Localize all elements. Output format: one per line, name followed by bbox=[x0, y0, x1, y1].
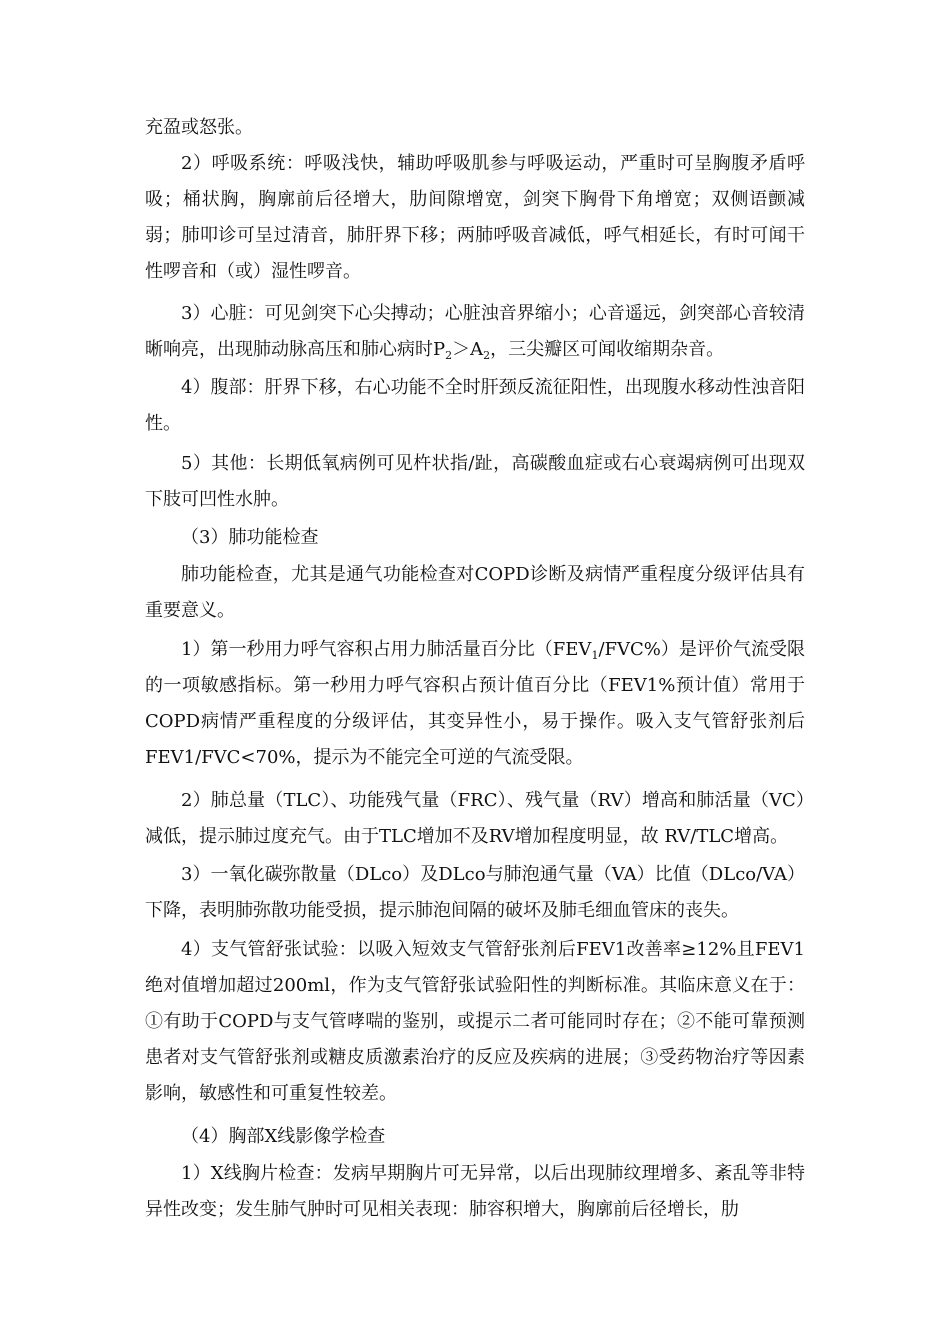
fev-subscript: 1 bbox=[591, 649, 599, 662]
paragraph-heart bbox=[145, 296, 805, 368]
paragraph-lung-volumes: 2）肺总量（TLC）、功能残气量（FRC）、残气量（RV）增高和肺活量（VC）减低，提示肺过度充气。由于TLC增加不及RV增加程度明显，故 RV/TLC增高。 bbox=[145, 790, 805, 847]
fev-text-b: /FVC%）是评价气流受限的一项敏感指标。第一秒用力呼气容积占预计值百分比（FEV1%预计值）常用于COPD病情严重程度的分级评估，其变异性小，易于操作。吸入支气管舒张剂后FEV1/FVC<70%，提示为不能完全可逆的气流受限。 bbox=[145, 639, 805, 768]
paragraph-abdomen: 4）腹部：肝界下移，右心功能不全时肝颈反流征阳性，出现腹水移动性浊音阳性。 bbox=[145, 377, 805, 434]
fev-text-a: 1）第一秒用力呼气容积占用力肺活量百分比（FEV bbox=[181, 639, 592, 660]
section-heading-chest-xray: （4）胸部X线影像学检查 bbox=[181, 1126, 386, 1147]
paragraph-lung-function-intro: 肺功能检查，尤其是通气功能检查对COPD诊断及病情严重程度分级评估具有重要意义。 bbox=[145, 564, 805, 621]
paragraph-dlco: 3）一氧化碳弥散量（DLco）及DLco与肺泡通气量（VA）比值（DLco/VA）下降，表明肺弥散功能受损，提示肺泡间隔的破坏及肺毛细血管床的丧失。 bbox=[145, 864, 805, 921]
paragraph-bronchodilator-test: 4）支气管舒张试验：以吸入短效支气管舒张剂后FEV1改善率≥12%且FEV1绝对值增加超过200ml，作为支气管舒张试验阳性的判断标准。其临床意义在于：①有助于COPD与支气管哮喘的鉴别，或提示二者可能同时存在；②不能可靠预测患者对支气管舒张剂或糖皮质激素治疗的反应及疾病的进展；③受药物治疗等因素影响，敏感性和可重复性较差。 bbox=[145, 939, 805, 1104]
heart-text-a: 3）心脏：可见剑突下心尖搏动；心脏浊音界缩小；心音遥远，剑突部心音较清晰响亮，出现肺动脉高压和肺心病时P bbox=[145, 303, 805, 360]
heart-text-c: ，三尖瓣区可闻收缩期杂音。 bbox=[490, 339, 725, 360]
heart-subscript-a: 2 bbox=[483, 349, 491, 362]
paragraph-other: 5）其他：长期低氧病例可见杵状指/趾，高碳酸血症或右心衰竭病例可出现双下肢可凹性水肿。 bbox=[145, 453, 805, 510]
paragraph-fev1-fvc bbox=[145, 632, 805, 776]
heart-text-b: ＞A bbox=[452, 339, 484, 360]
paragraph-xray: 1）X线胸片检查：发病早期胸片可无异常，以后出现肺纹理增多、紊乱等非特异性改变；发生肺气肿时可见相关表现：肺容积增大，胸廓前后径增长，肋 bbox=[145, 1163, 805, 1220]
paragraph-continuation: 充盈或怒张。 bbox=[145, 117, 253, 138]
heart-subscript-p: 2 bbox=[445, 349, 453, 362]
paragraph-respiratory-system: 2）呼吸系统：呼吸浅快，辅助呼吸肌参与呼吸运动，严重时可呈胸腹矛盾呼吸；桶状胸，胸廓前后径增大，肋间隙增宽，剑突下胸骨下角增宽；双侧语颤减弱；肺叩诊可呈过清音，肺肝界下移；两肺呼吸音减低，呼气相延长，有时可闻干性啰音和（或）湿性啰音。 bbox=[145, 153, 805, 282]
section-heading-lung-function: （3）肺功能检查 bbox=[181, 527, 319, 548]
